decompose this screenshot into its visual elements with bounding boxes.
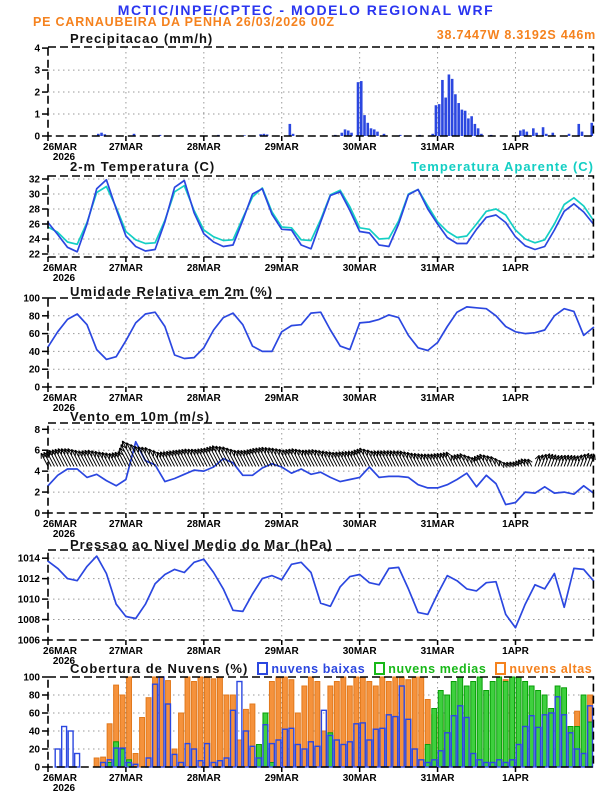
svg-text:4: 4 — [34, 43, 40, 55]
svg-text:31MAR: 31MAR — [420, 519, 455, 530]
svg-text:24: 24 — [28, 234, 40, 246]
station-coordinates: 38.7447W 8.3192S 446m — [436, 28, 596, 42]
svg-text:28MAR: 28MAR — [186, 646, 221, 657]
svg-text:27MAR: 27MAR — [108, 393, 143, 404]
svg-text:29MAR: 29MAR — [264, 263, 299, 274]
svg-text:2: 2 — [34, 87, 40, 99]
legend-label-baixas: nuvens baixas — [271, 661, 366, 676]
svg-text:26MAR: 26MAR — [43, 263, 77, 274]
svg-text:29MAR: 29MAR — [264, 393, 299, 404]
svg-text:27MAR: 27MAR — [108, 773, 143, 784]
svg-text:26MAR: 26MAR — [43, 142, 77, 153]
svg-text:8: 8 — [34, 424, 40, 436]
svg-text:31MAR: 31MAR — [420, 263, 455, 274]
svg-text:29MAR: 29MAR — [264, 646, 299, 657]
svg-text:29MAR: 29MAR — [264, 773, 299, 784]
svg-text:28MAR: 28MAR — [186, 519, 221, 530]
svg-text:20: 20 — [28, 744, 40, 756]
svg-text:31MAR: 31MAR — [420, 773, 455, 784]
pressure-title: Pressao ao Nivel Medio do Mar (hPa) — [70, 537, 333, 552]
svg-text:26MAR: 26MAR — [43, 393, 77, 404]
svg-text:30MAR: 30MAR — [342, 263, 377, 274]
svg-text:0: 0 — [34, 762, 40, 774]
svg-text:2026: 2026 — [52, 783, 76, 792]
svg-text:2026: 2026 — [52, 273, 76, 284]
svg-text:30MAR: 30MAR — [342, 773, 377, 784]
svg-text:27MAR: 27MAR — [108, 142, 143, 153]
svg-text:2026: 2026 — [52, 529, 76, 540]
svg-text:1APR: 1APR — [502, 773, 529, 784]
svg-text:27MAR: 27MAR — [108, 263, 143, 274]
svg-text:0: 0 — [34, 131, 40, 143]
svg-text:27MAR: 27MAR — [108, 519, 143, 530]
svg-text:28: 28 — [28, 204, 40, 216]
svg-text:6: 6 — [34, 445, 40, 457]
svg-text:1010: 1010 — [17, 594, 40, 606]
svg-text:60: 60 — [28, 329, 40, 341]
svg-text:1008: 1008 — [17, 615, 40, 627]
svg-text:28MAR: 28MAR — [186, 773, 221, 784]
svg-text:0: 0 — [34, 382, 40, 394]
svg-text:28MAR: 28MAR — [186, 263, 221, 274]
wind-title: Vento em 10m (m/s) — [70, 409, 211, 424]
svg-text:2026: 2026 — [52, 656, 76, 667]
apparent-temperature-legend: Temperatura Aparente (C) — [411, 159, 594, 174]
svg-text:1APR: 1APR — [502, 646, 529, 657]
page-title: MCTIC/INPE/CPTEC - MODELO REGIONAL WRF — [117, 2, 495, 18]
svg-text:22: 22 — [28, 249, 40, 261]
svg-text:26MAR: 26MAR — [43, 519, 77, 530]
svg-text:1APR: 1APR — [502, 519, 529, 530]
svg-text:28MAR: 28MAR — [186, 142, 221, 153]
svg-text:60: 60 — [28, 708, 40, 720]
svg-text:29MAR: 29MAR — [264, 142, 299, 153]
svg-text:80: 80 — [28, 311, 40, 323]
svg-text:27MAR: 27MAR — [108, 646, 143, 657]
svg-text:1012: 1012 — [17, 574, 40, 586]
svg-text:2026: 2026 — [52, 152, 76, 163]
svg-text:100: 100 — [23, 672, 40, 684]
svg-text:3: 3 — [34, 65, 40, 77]
svg-text:1APR: 1APR — [502, 142, 529, 153]
svg-text:30MAR: 30MAR — [342, 646, 377, 657]
svg-text:4: 4 — [34, 466, 40, 478]
svg-text:1014: 1014 — [17, 553, 40, 565]
legend-label-altas: nuvens altas — [509, 661, 593, 676]
cloud-title: Cobertura de Nuvens (%) — [70, 661, 249, 676]
svg-text:20: 20 — [28, 364, 40, 376]
svg-text:2: 2 — [34, 487, 40, 499]
svg-text:26MAR: 26MAR — [43, 646, 77, 657]
svg-text:29MAR: 29MAR — [264, 519, 299, 530]
svg-text:2026: 2026 — [52, 403, 76, 414]
svg-text:100: 100 — [23, 293, 40, 305]
svg-text:32: 32 — [28, 174, 40, 186]
svg-text:1: 1 — [34, 109, 40, 121]
svg-text:40: 40 — [28, 346, 40, 358]
svg-text:1006: 1006 — [17, 635, 40, 647]
svg-text:30MAR: 30MAR — [342, 393, 377, 404]
svg-text:1APR: 1APR — [502, 393, 529, 404]
svg-text:1APR: 1APR — [502, 263, 529, 274]
svg-text:40: 40 — [28, 726, 40, 738]
svg-text:30MAR: 30MAR — [342, 519, 377, 530]
svg-text:31MAR: 31MAR — [420, 646, 455, 657]
precipitation-title: Precipitacao (mm/h) — [70, 31, 214, 46]
svg-text:80: 80 — [28, 690, 40, 702]
svg-text:26: 26 — [28, 219, 40, 231]
legend-label-medias: nuvens medias — [388, 661, 487, 676]
svg-text:30: 30 — [28, 189, 40, 201]
svg-text:26MAR: 26MAR — [43, 773, 77, 784]
humidity-title: Umidade Relativa em 2m (%) — [70, 284, 274, 299]
svg-text:30MAR: 30MAR — [342, 142, 377, 153]
model-run-datetime: 26/03/2026 00Z — [236, 15, 335, 29]
svg-text:31MAR: 31MAR — [420, 142, 455, 153]
svg-text:28MAR: 28MAR — [186, 393, 221, 404]
svg-text:0: 0 — [34, 508, 40, 520]
temperature-title: 2-m Temperatura (C) — [70, 159, 216, 174]
station-name: PE CARNAUBEIRA DA PENHA — [33, 15, 233, 29]
svg-text:31MAR: 31MAR — [420, 393, 455, 404]
